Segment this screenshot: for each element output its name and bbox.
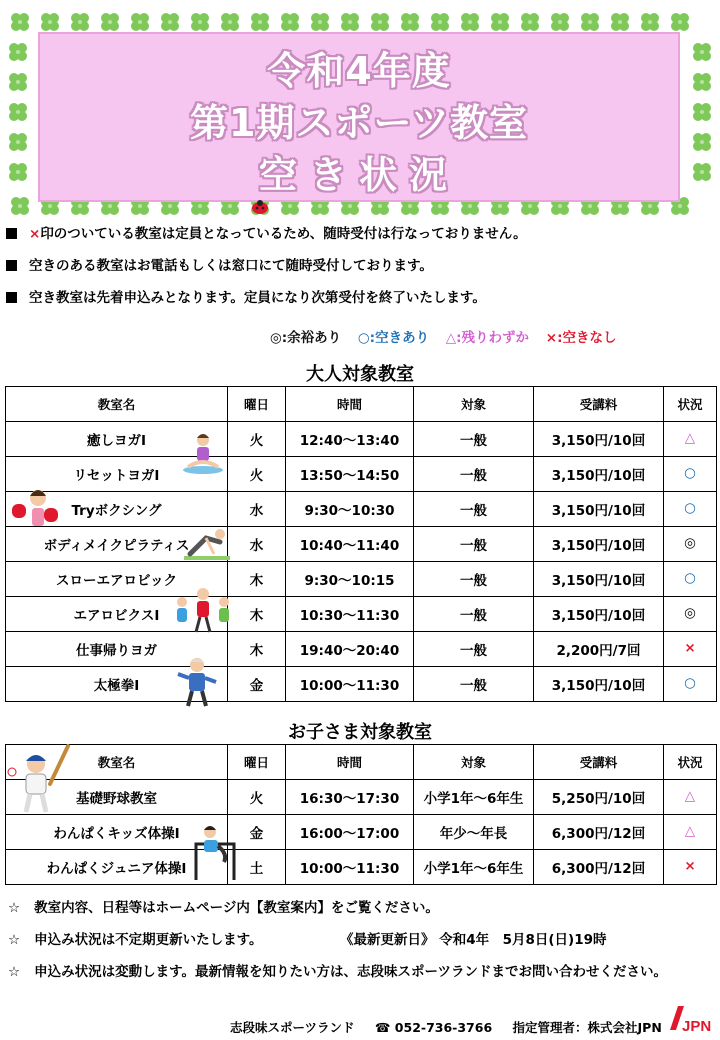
class-name-cell: Tryボクシング [6, 492, 228, 527]
fee-cell: 6,300円/12回 [534, 850, 664, 885]
legend-triangle: △:残りわずか [445, 330, 530, 346]
day-cell: 土 [228, 850, 286, 885]
note-x-mark: × [29, 226, 41, 242]
square-bullet-icon [6, 228, 17, 239]
day-cell: 木 [228, 632, 286, 667]
day-cell: 木 [228, 562, 286, 597]
table-row [6, 562, 717, 597]
footnote-homepage [8, 896, 439, 916]
status-cell: ○ [664, 457, 717, 492]
header-fee: 受講料 [534, 387, 664, 422]
status-cell: △ [664, 815, 717, 850]
header-name: 教室名 [6, 387, 228, 422]
status-cell: △ [664, 422, 717, 457]
footer-contact [230, 1018, 678, 1036]
day-cell: 火 [228, 422, 286, 457]
time-cell: 13:50～14:50 [286, 457, 414, 492]
table-row [6, 632, 717, 667]
target-cell: 小学1年～6年生 [414, 850, 534, 885]
footnote-contact [8, 960, 667, 980]
title-banner [4, 8, 716, 218]
day-cell: 火 [228, 457, 286, 492]
table-row [6, 850, 717, 885]
legend-circle: ○:空きあり [357, 330, 430, 346]
table-row [6, 457, 717, 492]
time-cell: 10:40～11:40 [286, 527, 414, 562]
status-cell: ○ [664, 562, 717, 597]
note-first-come [6, 286, 486, 306]
table-row [6, 815, 717, 850]
header-target: 対象 [414, 387, 534, 422]
target-cell: 小学1年～6年生 [414, 780, 534, 815]
banner-title-availability: 空き状況 [258, 153, 459, 197]
status-cell: × [664, 632, 717, 667]
target-cell: 一般 [414, 492, 534, 527]
note-text: 空き教室は先着申込みとなります。定員になり次第受付を終了いたします。 [29, 290, 486, 306]
class-name-cell: リセットヨガⅠ [6, 457, 228, 492]
footnote-text: 教室内容、日程等はホームページ内【教室案内】をご覧ください。 [34, 900, 439, 916]
target-cell: 一般 [414, 632, 534, 667]
table-row [6, 597, 717, 632]
target-cell: 一般 [414, 422, 534, 457]
footnote-update [8, 928, 263, 948]
note-text: 印のついている教室は定員となっているため、随時受付は行なっておりません。 [40, 226, 527, 242]
time-cell: 9:30～10:30 [286, 492, 414, 527]
class-name-cell: わんぱくジュニア体操Ⅰ [6, 850, 228, 885]
jpn-logo-text: JPN [682, 1018, 712, 1034]
fee-cell: 3,150円/10回 [534, 492, 664, 527]
status-cell: △ [664, 780, 717, 815]
day-cell: 木 [228, 597, 286, 632]
banner-pink-panel [38, 32, 680, 202]
day-cell: 水 [228, 492, 286, 527]
legend-double-circle: ◎:余裕あり [270, 330, 342, 346]
jpn-logo [668, 1004, 714, 1034]
note-full-class [6, 222, 527, 242]
adult-class-table [5, 386, 717, 702]
status-cell: ○ [664, 667, 717, 702]
time-cell: 16:30～17:30 [286, 780, 414, 815]
table-row [6, 527, 717, 562]
header-time: 時間 [286, 745, 414, 780]
fee-cell: 3,150円/10回 [534, 457, 664, 492]
manager-name: 指定管理者：株式会社JPN [512, 1020, 662, 1035]
time-cell: 10:00～11:30 [286, 667, 414, 702]
header-status: 状況 [664, 387, 717, 422]
status-cell: ○ [664, 492, 717, 527]
last-updated: 《最新更新日》 令和4年 5月8日(日)19時 [340, 932, 607, 948]
class-name-cell: 基礎野球教室 [6, 780, 228, 815]
time-cell: 19:40～20:40 [286, 632, 414, 667]
fee-cell: 3,150円/10回 [534, 667, 664, 702]
footnote-text: 申込み状況は不定期更新いたします。 [34, 932, 263, 948]
fee-cell: 6,300円/12回 [534, 815, 664, 850]
kids-class-table [5, 744, 717, 885]
class-name-cell: エアロビクスⅠ [6, 597, 228, 632]
banner-title-year: 令和4年度 [267, 49, 451, 93]
table-header-row [6, 745, 717, 780]
table-row [6, 667, 717, 702]
status-legend [258, 326, 616, 346]
time-cell: 10:00～11:30 [286, 850, 414, 885]
target-cell: 一般 [414, 527, 534, 562]
day-cell: 金 [228, 667, 286, 702]
day-cell: 金 [228, 815, 286, 850]
status-cell: ◎ [664, 597, 717, 632]
time-cell: 9:30～10:15 [286, 562, 414, 597]
time-cell: 12:40～13:40 [286, 422, 414, 457]
adult-section-title: 大人対象教室 [306, 364, 414, 385]
class-name-cell: 癒しヨガⅠ [6, 422, 228, 457]
header-fee: 受講料 [534, 745, 664, 780]
class-name-cell: 仕事帰りヨガ [6, 632, 228, 667]
target-cell: 年少～年長 [414, 815, 534, 850]
square-bullet-icon [6, 292, 17, 303]
table-row [6, 780, 717, 815]
header-day: 曜日 [228, 745, 286, 780]
day-cell: 火 [228, 780, 286, 815]
fee-cell: 3,150円/10回 [534, 422, 664, 457]
target-cell: 一般 [414, 597, 534, 632]
square-bullet-icon [6, 260, 17, 271]
star-icon: ☆ [8, 900, 21, 916]
fee-cell: 2,200円/7回 [534, 632, 664, 667]
time-cell: 16:00～17:00 [286, 815, 414, 850]
target-cell: 一般 [414, 562, 534, 597]
class-name-cell: わんぱくキッズ体操Ⅰ [6, 815, 228, 850]
fee-cell: 5,250円/10回 [534, 780, 664, 815]
header-time: 時間 [286, 387, 414, 422]
fee-cell: 3,150円/10回 [534, 527, 664, 562]
fee-cell: 3,150円/10回 [534, 597, 664, 632]
ladybug-icon [250, 200, 270, 214]
banner-title-program: 第1期スポーツ教室 [190, 101, 528, 145]
table-row [6, 422, 717, 457]
time-cell: 10:30～11:30 [286, 597, 414, 632]
fee-cell: 3,150円/10回 [534, 562, 664, 597]
class-name-cell: スローエアロビック [6, 562, 228, 597]
target-cell: 一般 [414, 667, 534, 702]
venue-name: 志段味スポーツランド [230, 1020, 355, 1035]
status-cell: ◎ [664, 527, 717, 562]
phone-number: ☎ 052-736-3766 [374, 1020, 493, 1035]
header-name: 教室名 [6, 745, 228, 780]
table-row [6, 492, 717, 527]
kids-section-title: お子さま対象教室 [288, 722, 432, 743]
class-name-cell: 太極拳Ⅰ [6, 667, 228, 702]
note-open-class [6, 254, 433, 274]
day-cell: 水 [228, 527, 286, 562]
header-status: 状況 [664, 745, 717, 780]
legend-cross: ×:空きなし [545, 330, 617, 346]
header-target: 対象 [414, 745, 534, 780]
target-cell: 一般 [414, 457, 534, 492]
table-header-row [6, 387, 717, 422]
footnote-text: 申込み状況は変動します。最新情報を知りたい方は、志段味スポーツランドまでお問い合わせください。 [34, 964, 667, 980]
note-text: 空きのある教室はお電話もしくは窓口にて随時受付しております。 [29, 258, 433, 274]
class-name-cell: ボディメイクピラティス [6, 527, 228, 562]
status-cell: × [664, 850, 717, 885]
star-icon: ☆ [8, 932, 21, 948]
star-icon: ☆ [8, 964, 21, 980]
header-day: 曜日 [228, 387, 286, 422]
